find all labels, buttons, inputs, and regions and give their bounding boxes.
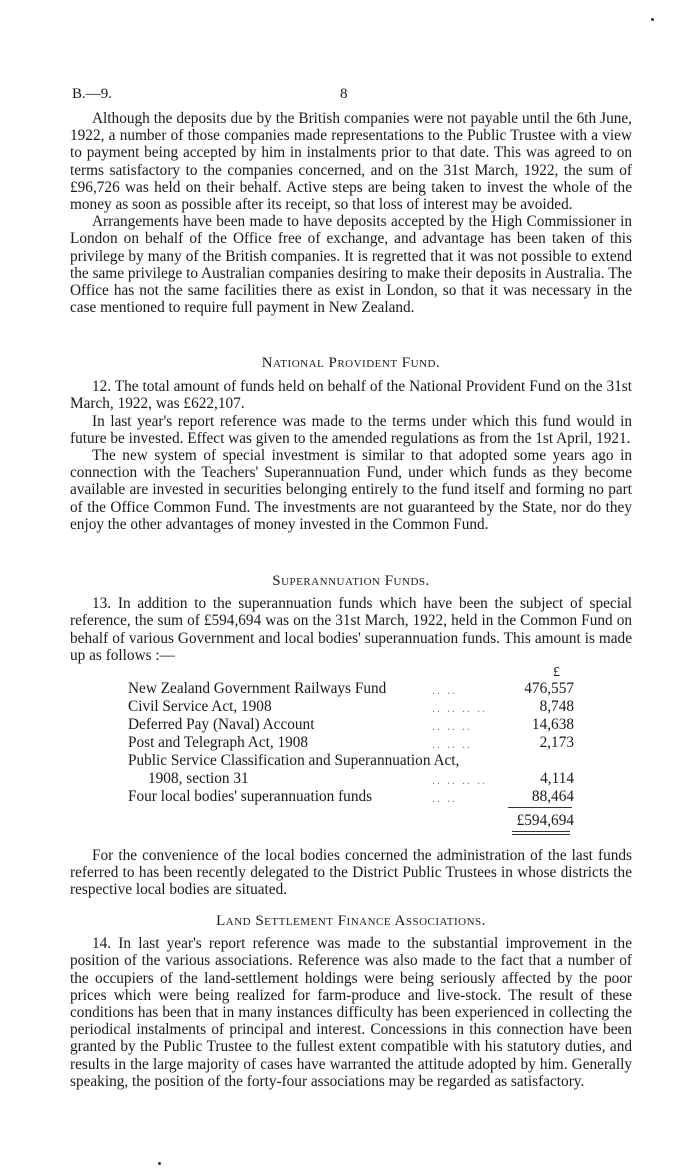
page-speck xyxy=(651,18,654,21)
fund-amount: 8,748 xyxy=(539,698,574,715)
fund-amount: 476,557 xyxy=(524,680,574,697)
fund-amount: 88,464 xyxy=(531,788,574,805)
paragraph: For the convenience of the local bodies concerned the administration of the last funds referred to has been recently delegated to the District Public Trustees in whose districts the respective local bodies are situated. xyxy=(70,847,632,899)
fund-amount: 14,638 xyxy=(531,716,574,733)
fund-name: Four local bodies' superannuation funds xyxy=(128,788,373,805)
fund-name: Deferred Pay (Naval) Account xyxy=(128,716,315,733)
table-row xyxy=(128,770,574,788)
table-row xyxy=(128,680,574,698)
section-heading: Superannuation Funds. xyxy=(272,573,430,589)
intro-section xyxy=(70,110,632,316)
total-rule xyxy=(508,807,572,808)
table-row xyxy=(128,716,574,734)
paragraph: Arrangements have been made to have deposits accepted by the High Commissioner in London on behalf of the Office free of exchange, and advantage has been taken of this privilege by many of the British companies. It is regretted that it was not possible to extend the same privilege to Australian companies desiring to make their deposits in Australia. The Office has not the same facilities there as exist in London, so that it was necessary in the case mentioned to require full payment in New Zealand. xyxy=(70,213,632,317)
paragraph: 14. In last year's report reference was made to the substantial improvement in the position of the various associations. Reference was also made to the fact that a number of the occupiers of the land-settlement holdings were being seriously affected by the poor prices which were being realized for farm-produce and live-stock. The result of these conditions has been that in many instances difficulty has been experienced in collecting the periodical instalments of principal and interest. Concessions in this connection have been granted by the Public Trustee to the fullest extent compatible with his statutory duties, and results in the large majority of cases have warranted the attitude adopted by him. Generally speaking, the position of the forty-four associations may be regarded as satisfactory. xyxy=(70,935,632,1090)
paragraph: The new system of special investment is similar to that adopted some years ago in connection with the Teachers' Superannuation Fund, under which funds as they become available are invested in securities belonging entirely to the fund itself and forming no part of the Office Common Fund. The investments are not guaranteed by the State, nor do they enjoy the other advantages of money invested in the Common Fund. xyxy=(70,447,632,533)
paragraph: 12. The total amount of funds held on behalf of the National Provident Fund on the 31st March, 1922, was £622,107. xyxy=(70,378,632,413)
table-row xyxy=(128,788,574,806)
fund-name: Post and Telegraph Act, 1908 xyxy=(128,734,309,751)
paragraph: Although the deposits due by the British companies were not payable until the 6th June, 1922, a number of those companies made representations to the Public Trustee with a view to payment being accepted by him in instalments prior to that date. This was agreed to on terms satisfactory to the companies concerned, and on the 31st March, 1922, the sum of £96,726 was held on their behalf. Active steps are being taken to invest the whole of the money as soon as possible after its receipt, so that loss of interest may be avoided. xyxy=(70,110,632,214)
document-reference: B.—9. xyxy=(72,86,113,102)
fund-name-continuation: 1908, section 31 xyxy=(148,770,249,787)
leader-dots: .. .. .. xyxy=(431,737,472,751)
page-speck xyxy=(158,1162,161,1165)
national-provident-section xyxy=(70,355,632,533)
fund-name: Public Service Classification and Superannuation Act, xyxy=(128,752,460,769)
leader-dots: .. .. xyxy=(431,683,457,697)
fund-amount: 2,173 xyxy=(539,734,574,751)
total-amount: £594,694 xyxy=(516,812,574,829)
superannuation-note xyxy=(70,847,632,899)
table-row xyxy=(128,698,574,716)
section-heading: Land Settlement Finance Associations. xyxy=(216,913,486,929)
leader-dots: .. .. .. .. xyxy=(431,773,487,787)
paragraph: In last year's report reference was made to the terms under which this fund would in future be invested. Effect was given to the amended regulations as from the 1st April, 1921. xyxy=(70,412,632,447)
land-settlement-section xyxy=(70,913,632,1090)
table-row xyxy=(128,752,574,770)
fund-name: New Zealand Government Railways Fund xyxy=(128,680,387,697)
section-heading: National Provident Fund. xyxy=(261,355,441,371)
superannuation-table xyxy=(128,680,574,806)
total-double-rule xyxy=(512,831,570,832)
page-number: 8 xyxy=(340,86,348,102)
fund-name: Civil Service Act, 1908 xyxy=(128,698,272,715)
superannuation-section xyxy=(70,573,632,664)
currency-symbol: £ xyxy=(553,665,560,680)
leader-dots: .. .. .. .. xyxy=(431,701,487,715)
leader-dots: .. .. .. xyxy=(431,719,472,733)
total-double-rule xyxy=(512,834,570,835)
fund-amount: 4,114 xyxy=(540,770,574,787)
table-row xyxy=(128,734,574,752)
leader-dots: .. .. xyxy=(431,791,457,805)
paragraph: 13. In addition to the superannuation funds which have been the subject of special reference, the sum of £594,694 was on the 31st March, 1922, held in the Common Fund on behalf of various Government and local bodies' superannuation funds. This amount is made up as follows :— xyxy=(70,595,632,664)
